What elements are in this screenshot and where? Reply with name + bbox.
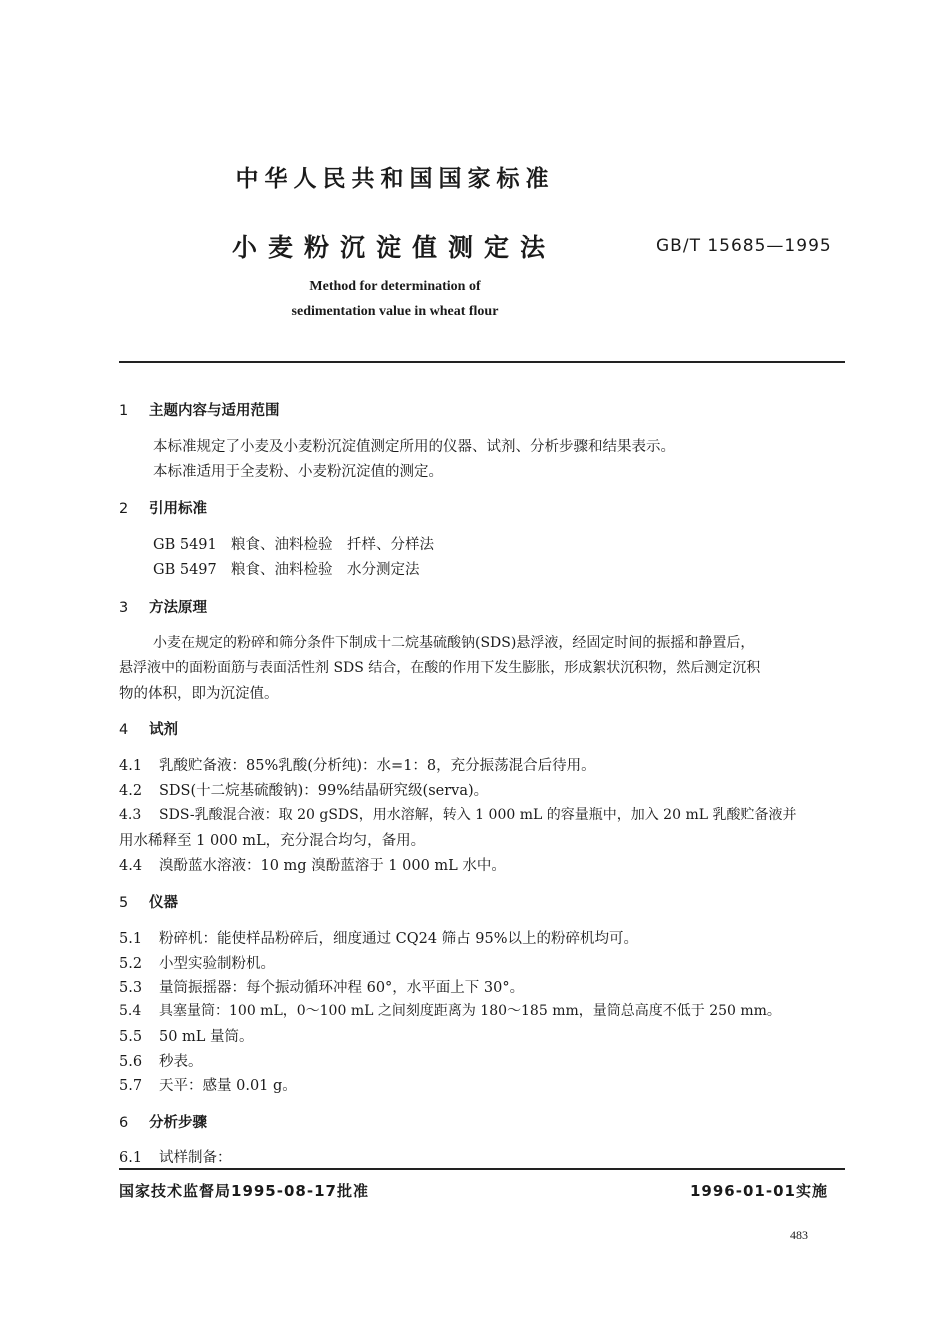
- reference-code: GB 5491: [153, 537, 217, 553]
- section-2-heading: [119, 497, 207, 518]
- item-number: 4.3: [119, 807, 142, 823]
- section-1-heading: [119, 399, 280, 420]
- item-number: 5.4: [119, 1003, 142, 1019]
- item-number: 5.6: [119, 1054, 143, 1070]
- item-number: 4.2: [119, 783, 143, 799]
- section-number: 5: [119, 895, 129, 911]
- section-3-line-2: 悬浮液中的面粉面筋与表面活性剂 SDS 结合，在酸的作用下发生膨胀，形成絮状沉积物，然后测定沉积: [119, 660, 761, 676]
- item-text: 量筒振摇器：每个振动循环冲程 60°，水平面上下 30°。: [159, 980, 525, 996]
- section-title: 方法原理: [149, 600, 207, 616]
- section-title: 仪器: [149, 895, 178, 911]
- item-number: 5.2: [119, 956, 143, 972]
- item-text: 试样制备：: [159, 1150, 232, 1166]
- instrument-item: [119, 952, 275, 973]
- section-number: 2: [119, 501, 129, 517]
- instrument-item: [119, 927, 638, 948]
- item-text: 溴酚蓝水溶液：10 mg 溴酚蓝溶于 1 000 mL 水中。: [159, 858, 506, 874]
- section-6-heading: [119, 1111, 207, 1132]
- item-text: 乳酸贮备液：85%乳酸(分析纯)：水=1：8，充分振荡混合后待用。: [159, 758, 596, 774]
- instrument-item: [119, 1050, 203, 1071]
- item-number: 4.1: [119, 758, 143, 774]
- section-title: 试剂: [149, 722, 178, 738]
- document-title: 小麦粉沉淀值测定法: [232, 233, 557, 262]
- standard-code: GB/T 15685—1995: [656, 236, 832, 256]
- section-1-paragraph-2: 本标准适用于全麦粉、小麦粉沉淀值的测定。: [153, 464, 443, 480]
- item-text: 50 mL 量筒。: [159, 1029, 254, 1045]
- instrument-item: [119, 1025, 254, 1046]
- item-number: 5.7: [119, 1078, 143, 1094]
- effective-date: 1996-01-01实施: [690, 1182, 828, 1200]
- item-text: 秒表。: [159, 1054, 203, 1070]
- reagent-item: [119, 804, 796, 824]
- item-text: SDS-乳酸混合液：取 20 gSDS，用水溶解，转入 1 000 mL 的容量瓶中，加入 20 mL 乳酸贮备液并: [159, 807, 797, 823]
- section-1-paragraph-1: 本标准规定了小麦及小麦粉沉淀值测定所用的仪器、试剂、分析步骤和结果表示。: [153, 439, 675, 455]
- reagent-item: [119, 854, 506, 875]
- reference-title: 粮食、油料检验 水分测定法: [231, 562, 420, 578]
- english-title-line-2: sedimentation value in wheat flour: [291, 304, 499, 319]
- item-number: 5.5: [119, 1029, 143, 1045]
- section-4-heading: [119, 718, 178, 739]
- section-title: 分析步骤: [149, 1115, 207, 1131]
- section-5-heading: [119, 891, 178, 912]
- section-3-line-1: 小麦在规定的粉碎和筛分条件下制成十二烷基硫酸钠(SDS)悬浮液，经固定时间的振摇和静置后，: [153, 635, 755, 651]
- item-number: 4.4: [119, 858, 143, 874]
- procedure-item: [119, 1146, 232, 1167]
- footer-rule: [119, 1168, 845, 1170]
- section-3-heading: [119, 596, 207, 617]
- reagent-item: [119, 754, 596, 775]
- section-number: 6: [119, 1115, 129, 1131]
- item-text: 小型实验制粉机。: [159, 956, 275, 972]
- approval-date: 国家技术监督局1995-08-17批准: [119, 1182, 369, 1200]
- item-text: 天平：感量 0.01 g。: [159, 1078, 297, 1094]
- page-number: 483: [790, 1228, 808, 1242]
- section-title: 主题内容与适用范围: [149, 403, 280, 419]
- reagent-item: [119, 779, 488, 800]
- section-number: 1: [119, 403, 129, 419]
- english-title-line-1: Method for determination of: [309, 279, 481, 294]
- section-number: 3: [119, 600, 129, 616]
- header-rule: [119, 361, 845, 363]
- instrument-item: [119, 1000, 781, 1020]
- item-number: 5.3: [119, 980, 143, 996]
- section-number: 4: [119, 722, 129, 738]
- instrument-item: [119, 976, 524, 997]
- item-text: SDS(十二烷基硫酸钠)：99%结晶研究级(serva)。: [159, 783, 489, 799]
- reference-item: [153, 533, 434, 554]
- item-text: 具塞量筒：100 mL，0～100 mL 之间刻度距离为 180～185 mm，量筒总高度不低于 250 mm。: [159, 1003, 781, 1019]
- reference-item: [153, 558, 420, 579]
- reagent-item-continuation: 用水稀释至 1 000 mL，充分混合均匀，备用。: [119, 833, 426, 849]
- section-3-line-3: 物的体积，即为沉淀值。: [119, 686, 279, 702]
- section-title: 引用标准: [149, 501, 207, 517]
- reference-title: 粮食、油料检验 扦样、分样法: [231, 537, 434, 553]
- instrument-item: [119, 1074, 297, 1095]
- national-standard-heading: 中华人民共和国国家标准: [235, 166, 555, 192]
- reference-code: GB 5497: [153, 562, 217, 578]
- item-number: 6.1: [119, 1150, 143, 1166]
- item-number: 5.1: [119, 931, 143, 947]
- item-text: 粉碎机：能使样品粉碎后，细度通过 CQ24 筛占 95%以上的粉碎机均可。: [159, 931, 638, 947]
